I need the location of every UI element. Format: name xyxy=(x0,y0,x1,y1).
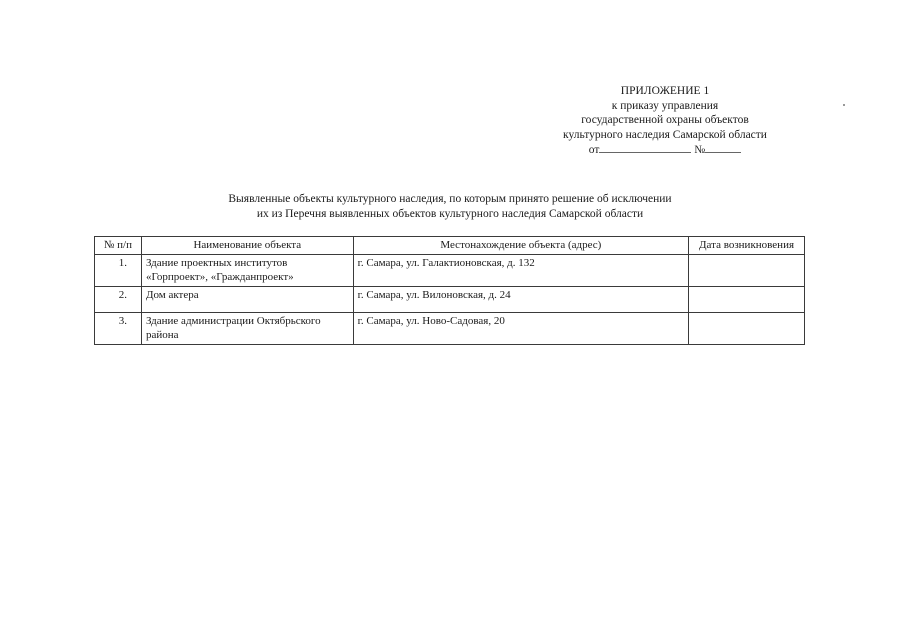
document-heading xyxy=(150,192,750,222)
table-row xyxy=(95,313,805,345)
appendix-region-line: культурного наследия Самарской области xyxy=(563,128,767,141)
row-num: 2. xyxy=(95,287,142,313)
heading-line-1: Выявленные объекты культурного наследия, по которым принято решение об исключении xyxy=(228,193,672,205)
row-address: г. Самара, ул. Ново-Садовая, 20 xyxy=(353,313,688,345)
appendix-title: ПРИЛОЖЕНИЕ 1 xyxy=(620,85,710,97)
appendix-order-line: к приказу управления xyxy=(611,99,719,112)
heading-line-2: их из Перечня выявленных объектов культурного наследия Самарской области xyxy=(256,208,644,220)
number-prefix: № xyxy=(694,144,706,156)
date-prefix: от xyxy=(588,144,600,156)
row-address: г. Самара, ул. Вилоновская, д. 24 xyxy=(353,287,688,313)
table-row xyxy=(95,287,805,313)
row-num: 1. xyxy=(95,255,142,287)
header-address: Местонахождение объекта (адрес) xyxy=(353,237,688,255)
appendix-authority-line: государственной охраны объектов xyxy=(581,114,749,126)
header-date: Дата возникновения xyxy=(689,237,805,255)
row-num: 3. xyxy=(95,313,142,345)
appendix-date-number-line xyxy=(540,142,790,158)
table-header-row xyxy=(95,237,805,255)
date-blank-field xyxy=(599,142,691,153)
row-name: Здание администрации Октябрьского района xyxy=(141,313,353,345)
table-row xyxy=(95,255,805,287)
header-name: Наименование объекта xyxy=(141,237,353,255)
row-date xyxy=(689,255,805,287)
scan-speck xyxy=(843,104,845,106)
objects-table xyxy=(94,236,805,345)
row-name: Здание проектных институтов «Горпроект», «Гражданпроект» xyxy=(141,255,353,287)
appendix-block xyxy=(540,84,790,158)
header-num: № п/п xyxy=(95,237,142,255)
row-name: Дом актера xyxy=(141,287,353,313)
row-date xyxy=(689,287,805,313)
row-date xyxy=(689,313,805,345)
row-address: г. Самара, ул. Галактионовская, д. 132 xyxy=(353,255,688,287)
number-blank-field xyxy=(705,142,741,153)
